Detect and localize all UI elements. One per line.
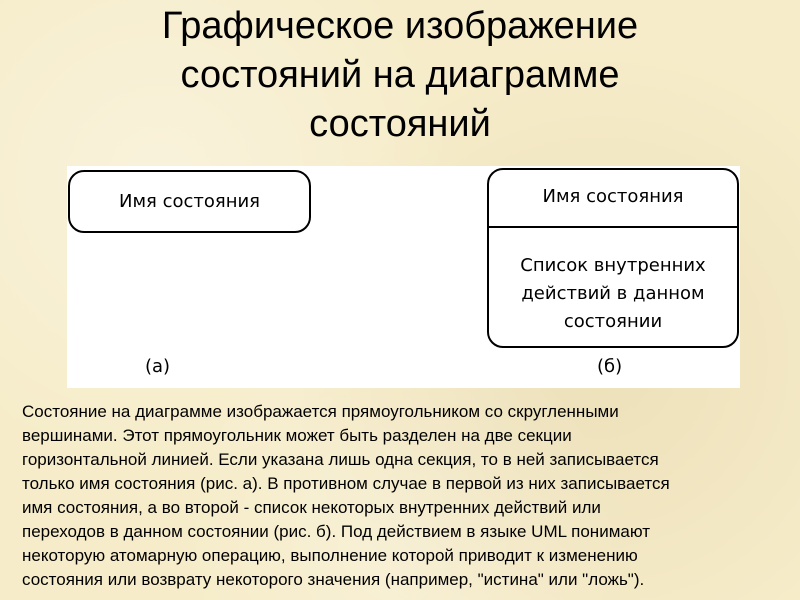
- slide-title: [0, 2, 800, 149]
- description-line: имя состояния, а во второй - список некоторых внутренних действий или: [22, 498, 601, 517]
- internal-activities-label: Список внутренних действий в данном состоянии: [520, 255, 706, 332]
- description-line: вершинами. Этот прямоугольник может быть разделен на две секции: [22, 426, 572, 445]
- state-box-compound: [487, 168, 739, 348]
- state-box-simple: [68, 170, 311, 233]
- description-line: горизонтальной линией. Если указана лишь одна секция, то в ней записывается: [22, 450, 659, 469]
- description-line: только имя состояния (рис. а). В противном случае в первой из них записывается: [22, 474, 670, 493]
- title-line: состояний на диаграмме: [180, 54, 620, 96]
- state-diagram-figure: [67, 166, 740, 388]
- title-line: Графическое изображение: [161, 5, 639, 47]
- description-line: состояния или возврату некоторого значения (например, "истина" или "ложь").: [22, 570, 645, 589]
- description-paragraph: [22, 400, 792, 592]
- section-divider: [489, 226, 737, 228]
- description-line: переходов в данном состоянии (рис. б). Под действием в языке UML понимают: [22, 522, 650, 541]
- figure-caption-b: (б): [597, 356, 623, 377]
- title-line: состояний: [309, 103, 491, 145]
- description-line: Состояние на диаграмме изображается прямоугольником со скругленными: [22, 402, 619, 421]
- state-name-label: Имя состояния: [118, 191, 261, 212]
- description-line: некоторую атомарную операцию, выполнение которой приводит к изменению: [22, 546, 638, 565]
- state-name-label: Имя состояния: [542, 186, 684, 207]
- figure-caption-a: (а): [145, 356, 171, 377]
